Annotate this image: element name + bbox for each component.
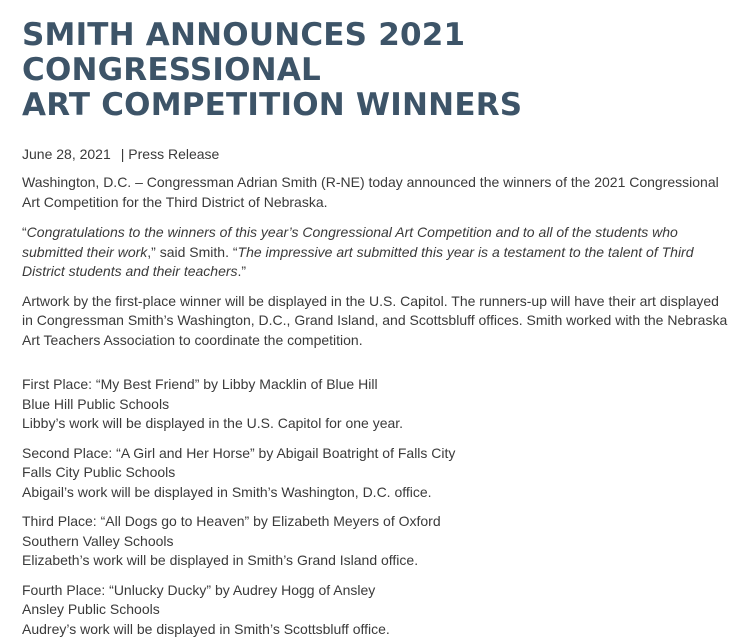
details-paragraph: Artwork by the first-place winner will be displayed in the U.S. Capitol. The runners-up will have their art displayed in Congressman Smith’s Washington, D.C., Grand Island, and Scottsbluff offices. Smith worked with the Nebraska Art Teachers Association to coordinate the competition. <box>22 292 728 351</box>
quote-part-2: The impressive art submitted this year is a testament to the talent of Third District students and their teachers <box>22 244 694 280</box>
winner-entry <box>22 512 728 571</box>
winner-display: Abigail’s work will be displayed in Smith’s Washington, D.C. office. <box>22 483 728 503</box>
winners-list <box>22 375 728 639</box>
winner-entry <box>22 581 728 639</box>
winner-entry <box>22 444 728 503</box>
winner-place: Third Place: “All Dogs go to Heaven” by Elizabeth Meyers of Oxford <box>22 512 728 532</box>
quote-paragraph <box>22 223 728 282</box>
winner-school: Falls City Public Schools <box>22 463 728 483</box>
winner-school: Blue Hill Public Schools <box>22 395 728 415</box>
quote-open: “ <box>22 224 27 240</box>
winner-place: Second Place: “A Girl and Her Horse” by Abigail Boatright of Falls City <box>22 444 728 464</box>
winner-place: Fourth Place: “Unlucky Ducky” by Audrey Hogg of Ansley <box>22 581 728 601</box>
title-line-2: ART COMPETITION WINNERS <box>22 87 522 123</box>
intro-paragraph: Washington, D.C. – Congressman Adrian Smith (R-NE) today announced the winners of the 2021 Congressional Art Competition for the Third District of Nebraska. <box>22 173 728 212</box>
quote-attribution: ,” said Smith. “ <box>147 244 237 260</box>
publish-date: June 28, 2021 <box>22 146 111 162</box>
page-title <box>22 18 728 123</box>
quote-part-1: Congratulations to the winners of this year’s Congressional Art Competition and to all of the students who submitted their work <box>22 224 678 260</box>
winner-school: Southern Valley Schools <box>22 532 728 552</box>
category-label: | Press Release <box>121 146 220 162</box>
quote-close: .” <box>238 263 247 279</box>
title-line-1: SMITH ANNOUNCES 2021 CONGRESSIONAL <box>22 17 465 88</box>
winner-display: Libby’s work will be displayed in the U.S. Capitol for one year. <box>22 414 728 434</box>
winner-entry <box>22 375 728 434</box>
meta-line <box>22 145 728 164</box>
winner-school: Ansley Public Schools <box>22 600 728 620</box>
winner-display: Elizabeth’s work will be displayed in Smith’s Grand Island office. <box>22 551 728 571</box>
winner-place: First Place: “My Best Friend” by Libby Macklin of Blue Hill <box>22 375 728 395</box>
winner-display: Audrey’s work will be displayed in Smith’s Scottsbluff office. <box>22 620 728 639</box>
